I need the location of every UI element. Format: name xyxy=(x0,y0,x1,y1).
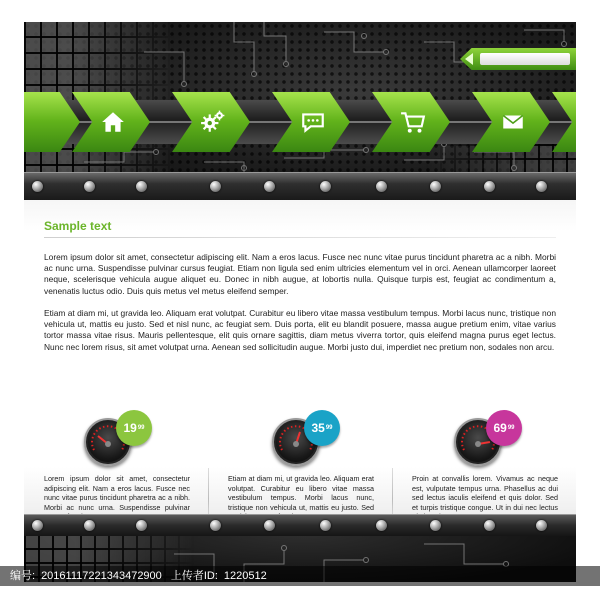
screw-icon xyxy=(484,520,495,531)
section-title: Sample text xyxy=(44,219,112,233)
widget-1-text: Lorem ipsum dolor sit amet, consectetur adipiscing elit. Nam a eros lacus. Fusce nec nunc vitae purus tincidunt pharetra ac a nibh. Morbi ac nunc urna. Suspendisse pulvinar xyxy=(44,474,190,512)
web-page xyxy=(24,22,576,582)
price-value: 19 xyxy=(123,421,137,435)
screw-icon xyxy=(536,520,547,531)
screw-icon xyxy=(84,520,95,531)
screw-icon xyxy=(484,181,495,192)
header xyxy=(24,22,576,200)
price-cents: 99 xyxy=(325,425,333,431)
screw-icon xyxy=(430,520,441,531)
screw-icon xyxy=(320,520,331,531)
screw-icon xyxy=(84,181,95,192)
header-metal-bar xyxy=(24,172,576,200)
price-value: 35 xyxy=(311,421,325,435)
price-badge xyxy=(486,410,522,446)
home-icon xyxy=(100,109,126,135)
main-content xyxy=(24,200,576,514)
search-input[interactable] xyxy=(480,53,570,65)
footer-metal-bar xyxy=(24,514,576,536)
watermark-uploader-value: 1220512 xyxy=(223,570,267,582)
widget-3-text: Proin at convallis lorem. Vivamus ac neque est, vulputate tempus urna. Phasellus ac dui sed lectus iaculis eleifend et quis dolor. Sed et turpis tristique congue. Ut in dui nec lectus xyxy=(412,474,558,512)
gear-icon xyxy=(200,109,226,135)
watermark-id-label: 编号: xyxy=(10,570,36,582)
title-divider xyxy=(44,237,556,238)
search-arrow-icon[interactable] xyxy=(465,53,473,65)
shopping-cart-icon xyxy=(400,109,426,135)
watermark-bar xyxy=(0,566,600,586)
price-cents: 99 xyxy=(507,425,515,431)
speech-bubble-icon xyxy=(300,109,326,135)
paragraph-2: Etiam at diam mi, ut gravida leo. Aliquam erat volutpat. Curabitur eu libero vitae massa vestibulum tempus. Morbi lacus nunc, tristique non vehicula ut, mattis eu justo. Sed et nisl nunc, ac feugiat sem. Duis porta, elit eu blandit posuere, massa augue pretium enim, vitae varius tortor massa vitae risus. Mauris pellentesque, elit quis ornare sagittis, diam metus viverra tortor, quis eleifend magna purus eget lectus. Nunc nec lorem risus, sit amet volutpat urna. Aenean sed sollicitudin augue. Morbi justo dui, imperdiet nec pretium non, sodales non arcu. xyxy=(44,308,556,352)
screw-icon xyxy=(136,181,147,192)
screw-icon xyxy=(264,520,275,531)
price-widget-2[interactable] xyxy=(272,410,352,470)
envelope-icon xyxy=(500,109,526,135)
screw-icon xyxy=(210,520,221,531)
search-box xyxy=(460,48,576,70)
screw-icon xyxy=(136,520,147,531)
screw-icon xyxy=(430,181,441,192)
watermark-id-value: 20161117221343472900 xyxy=(41,570,162,582)
screw-icon xyxy=(264,181,275,192)
price-cents: 99 xyxy=(137,425,145,431)
screw-icon xyxy=(320,181,331,192)
widget-2-text: Etiam at diam mi, ut gravida leo. Aliquam erat volutpat. Curabitur eu libero vitae massa vestibulum tempus. Morbi lacus nunc, tristique non vehicula ut, mattis eu justo. Sed xyxy=(228,474,374,512)
screw-icon xyxy=(32,520,43,531)
watermark-uploader-label: 上传者ID: xyxy=(170,570,218,582)
price-widget-1[interactable] xyxy=(84,410,164,470)
screw-icon xyxy=(536,181,547,192)
price-badge xyxy=(304,410,340,446)
price-widget-3[interactable] xyxy=(454,410,534,470)
screw-icon xyxy=(32,181,43,192)
price-value: 69 xyxy=(493,421,507,435)
screw-icon xyxy=(210,181,221,192)
screw-icon xyxy=(376,520,387,531)
price-badge xyxy=(116,410,152,446)
paragraph-1: Lorem ipsum dolor sit amet, consectetur adipiscing elit. Nam a eros lacus. Fusce nec nunc vitae purus tincidunt pharetra ac a nibh. Morbi ac nunc urna. Suspendisse pulvinar cursus feugiat. Etiam non ligula sed enim ultricies elementum vel in orci. Aenean ullamcorper laoreet neque, scelerisque vehicula augue aliquet eu. Donec in nibh augue, at lobortis nulla. Quisque turpis est, feugiat ac condimentum a, venenatis luctus odio. Duis quis metus vel metus eleifend semper. xyxy=(44,252,556,296)
screw-icon xyxy=(376,181,387,192)
